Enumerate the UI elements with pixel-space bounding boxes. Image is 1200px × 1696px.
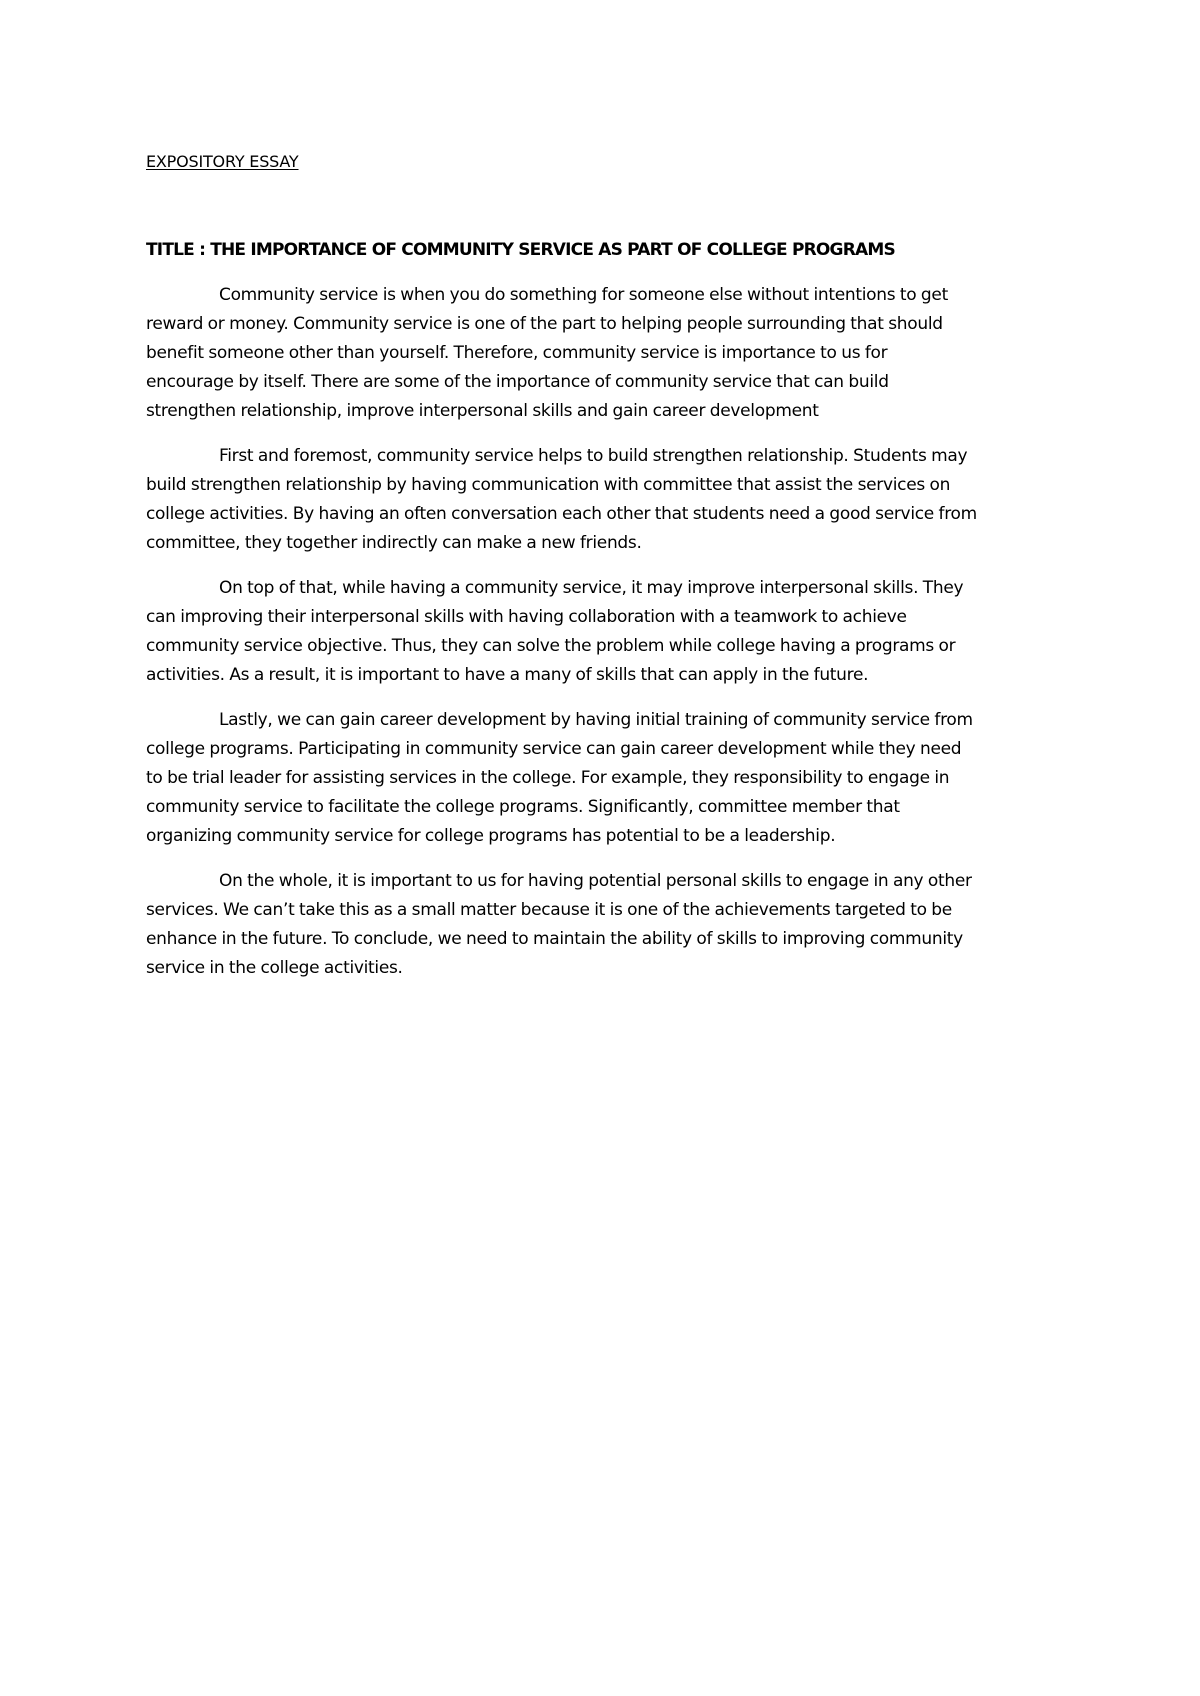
paragraph-line: service in the college activities. <box>146 958 403 978</box>
paragraph-line: enhance in the future. To conclude, we need to maintain the ability of skills to improving community <box>146 929 963 949</box>
paragraph-interpersonal-skills <box>146 574 1076 690</box>
paragraph-line: activities. As a result, it is important to have a many of skills that can apply in the future. <box>146 665 869 685</box>
essay-title: TITLE : THE IMPORTANCE OF COMMUNITY SERVICE AS PART OF COLLEGE PROGRAMS <box>146 240 895 260</box>
paragraph-introduction <box>146 281 1076 426</box>
paragraph-career-development <box>146 706 1076 851</box>
paragraph-conclusion <box>146 867 1076 983</box>
paragraph-line: Lastly, we can gain career development by having initial training of community service from <box>219 710 973 730</box>
essay-body <box>146 281 1076 999</box>
document-label: EXPOSITORY ESSAY <box>146 152 299 171</box>
paragraph-line: On the whole, it is important to us for having potential personal skills to engage in any other <box>219 871 972 891</box>
paragraph-line: build strengthen relationship by having communication with committee that assist the services on <box>146 475 951 495</box>
paragraph-line: encourage by itself. There are some of the importance of community service that can build <box>146 372 889 392</box>
paragraph-line: community service to facilitate the college programs. Significantly, committee member that <box>146 797 900 817</box>
paragraph-line: organizing community service for college programs has potential to be a leadership. <box>146 826 836 846</box>
paragraph-line: On top of that, while having a community service, it may improve interpersonal skills. They <box>219 578 964 598</box>
paragraph-line: to be trial leader for assisting services in the college. For example, they responsibility to engage in <box>146 768 950 788</box>
paragraph-line: college programs. Participating in community service can gain career development while they need <box>146 739 962 759</box>
paragraph-line: reward or money. Community service is one of the part to helping people surrounding that should <box>146 314 943 334</box>
paragraph-line: community service objective. Thus, they can solve the problem while college having a programs or <box>146 636 956 656</box>
paragraph-line: can improving their interpersonal skills with having collaboration with a teamwork to achieve <box>146 607 907 627</box>
paragraph-line: college activities. By having an often conversation each other that students need a good service from <box>146 504 977 524</box>
paragraph-line: Community service is when you do something for someone else without intentions to get <box>219 285 948 305</box>
paragraph-line: strengthen relationship, improve interpersonal skills and gain career development <box>146 401 819 421</box>
paragraph-relationship <box>146 442 1076 558</box>
paragraph-line: benefit someone other than yourself. Therefore, community service is importance to us for <box>146 343 888 363</box>
paragraph-line: First and foremost, community service helps to build strengthen relationship. Students may <box>219 446 968 466</box>
paragraph-line: services. We can’t take this as a small matter because it is one of the achievements targeted to be <box>146 900 952 920</box>
paragraph-line: committee, they together indirectly can make a new friends. <box>146 533 642 553</box>
